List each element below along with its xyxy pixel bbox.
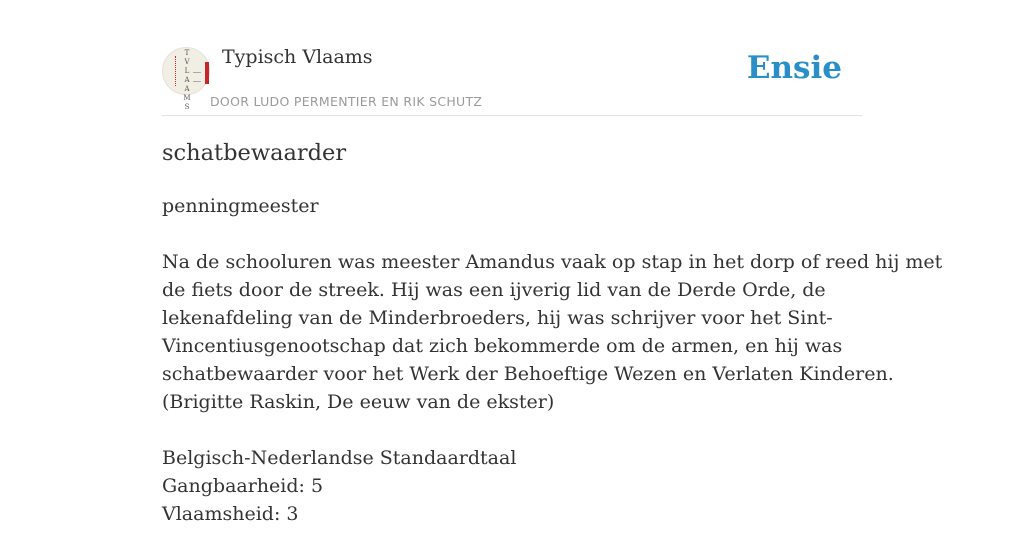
logo-letters: T V L A A M S bbox=[183, 49, 191, 111]
entry-card bbox=[162, 0, 943, 525]
logo-accent-bar bbox=[205, 62, 209, 84]
publication-title[interactable]: Typisch Vlaams bbox=[222, 46, 373, 68]
ensie-logo[interactable]: Ensie bbox=[746, 50, 842, 86]
example-line: Vincentiusgenootschap dat zich bekommerde om de armen, en hij was bbox=[162, 335, 843, 357]
definition-text: penningmeester bbox=[162, 195, 319, 217]
example-line: schatbewaarder voor het Werk der Behoeftige Wezen en Verlaten Kinderen. bbox=[162, 363, 894, 385]
example-line: Na de schooluren was meester Amandus vaak op stap in het dorp of reed hij met bbox=[162, 251, 943, 273]
header bbox=[162, 0, 862, 116]
definition bbox=[162, 192, 862, 220]
entry-content bbox=[162, 192, 943, 556]
example-quote bbox=[162, 248, 943, 416]
entry-term: schatbewaarder bbox=[162, 140, 347, 166]
language-variant: Belgisch-Nederlandse Standaardtaal bbox=[162, 447, 517, 469]
gangbaarheid: Gangbaarheid: 5 bbox=[162, 475, 324, 497]
logo-lines bbox=[193, 72, 201, 82]
example-line: de fiets door de streek. Hij was een ijverig lid van de Derde Orde, de bbox=[162, 279, 826, 301]
logo-dots bbox=[175, 56, 179, 86]
example-source: (Brigitte Raskin, De eeuw van de ekster) bbox=[162, 391, 555, 413]
example-line: lekenafdeling van de Minderbroeders, hij was schrijver voor het Sint- bbox=[162, 307, 833, 329]
publication-logo[interactable] bbox=[162, 47, 210, 111]
byline: DOOR LUDO PERMENTIER EN RIK SCHUTZ bbox=[210, 94, 483, 109]
vlaamsheid: Vlaamsheid: 3 bbox=[162, 503, 299, 525]
entry-meta bbox=[162, 444, 862, 528]
